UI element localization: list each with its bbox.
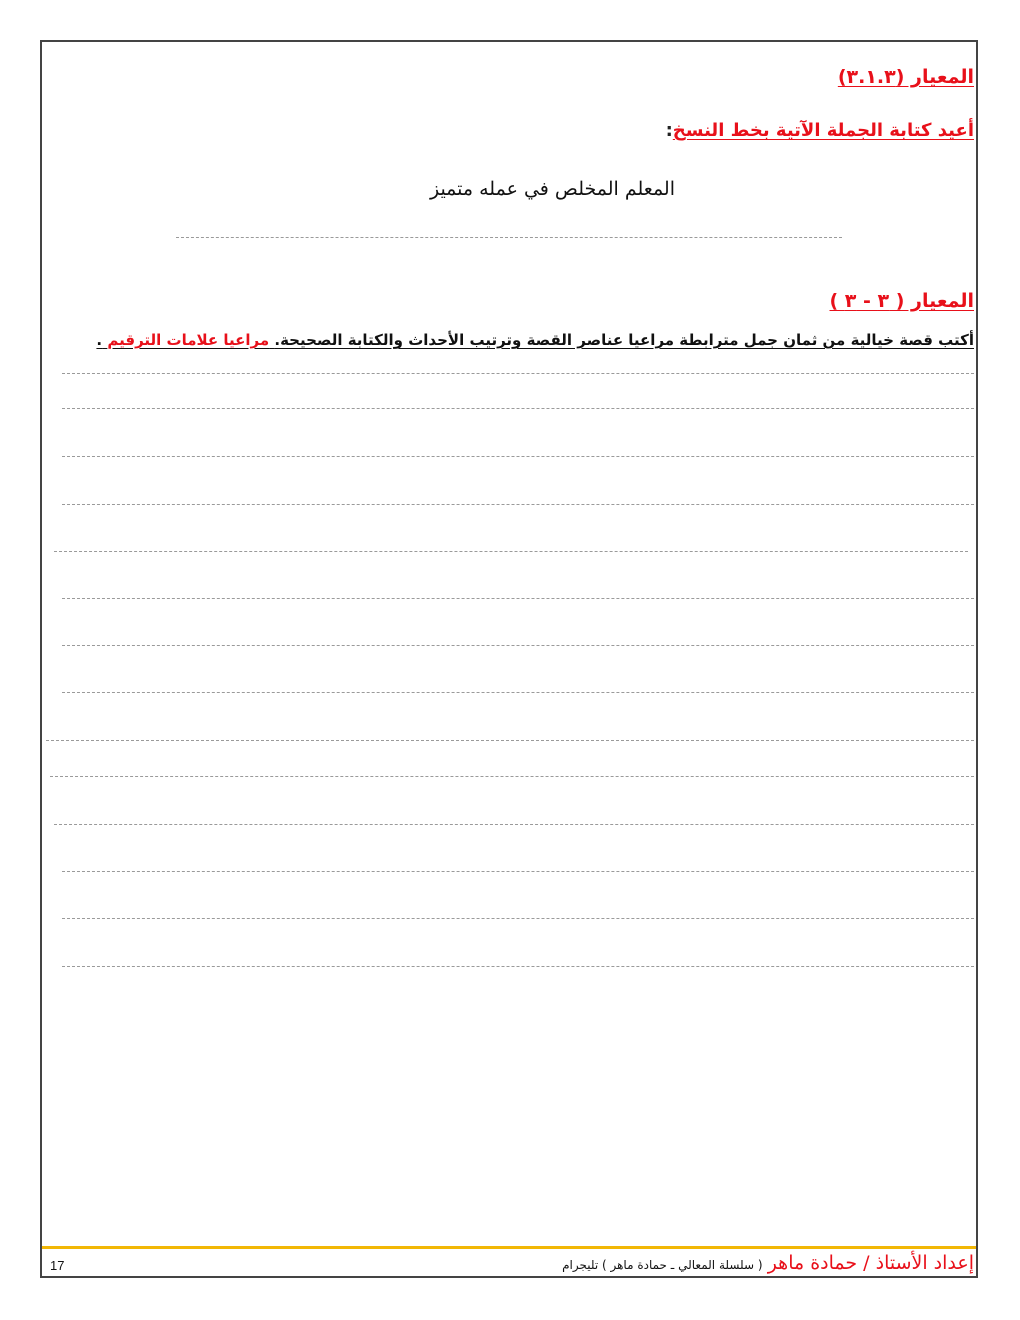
writing-line[interactable]	[62, 504, 974, 505]
section2-prompt-row	[74, 331, 974, 349]
writing-line[interactable]	[54, 551, 968, 552]
writing-line[interactable]	[62, 871, 974, 872]
section1-instruction-row	[666, 120, 974, 141]
writing-line[interactable]	[50, 776, 974, 777]
footer-author: إعداد الأستاذ / حمادة ماهر	[767, 1252, 974, 1274]
section2-prompt-note: مراعيا علامات الترقيم	[107, 331, 270, 349]
section2-prompt-end: .	[96, 331, 103, 349]
writing-line[interactable]	[62, 918, 974, 919]
footer-series: ( سلسلة المعالي ـ حمادة ماهر ) تليجرام	[562, 1258, 763, 1272]
footer-rule	[42, 1246, 976, 1249]
writing-line[interactable]	[62, 408, 974, 409]
section2-heading: المعيار ( ٣ - ٣ )	[829, 290, 974, 312]
writing-line[interactable]	[62, 645, 974, 646]
section1-instruction-colon: :	[665, 120, 673, 141]
writing-line[interactable]	[176, 237, 842, 238]
section1-heading: المعيار (٣.١.٣)	[837, 66, 974, 88]
writing-line[interactable]	[62, 373, 974, 374]
writing-line[interactable]	[62, 966, 974, 967]
writing-line[interactable]	[62, 598, 974, 599]
footer-credit	[562, 1252, 974, 1274]
writing-line[interactable]	[62, 692, 974, 693]
page-number: 17	[50, 1258, 65, 1273]
writing-line[interactable]	[46, 740, 974, 741]
section2-prompt: أكتب قصة خيالية من ثمان جمل مترابطة مراعيا عناصر القصة وترتيب الأحداث والكتابة الصحيحة.	[274, 331, 974, 349]
writing-line[interactable]	[54, 824, 974, 825]
section1-instruction: أعيد كتابة الجملة الآتية بخط النسخ	[672, 120, 974, 141]
writing-line[interactable]	[62, 456, 974, 457]
page-border	[40, 40, 978, 1278]
copy-sentence: المعلم المخلص في عمله متميز	[429, 178, 675, 200]
